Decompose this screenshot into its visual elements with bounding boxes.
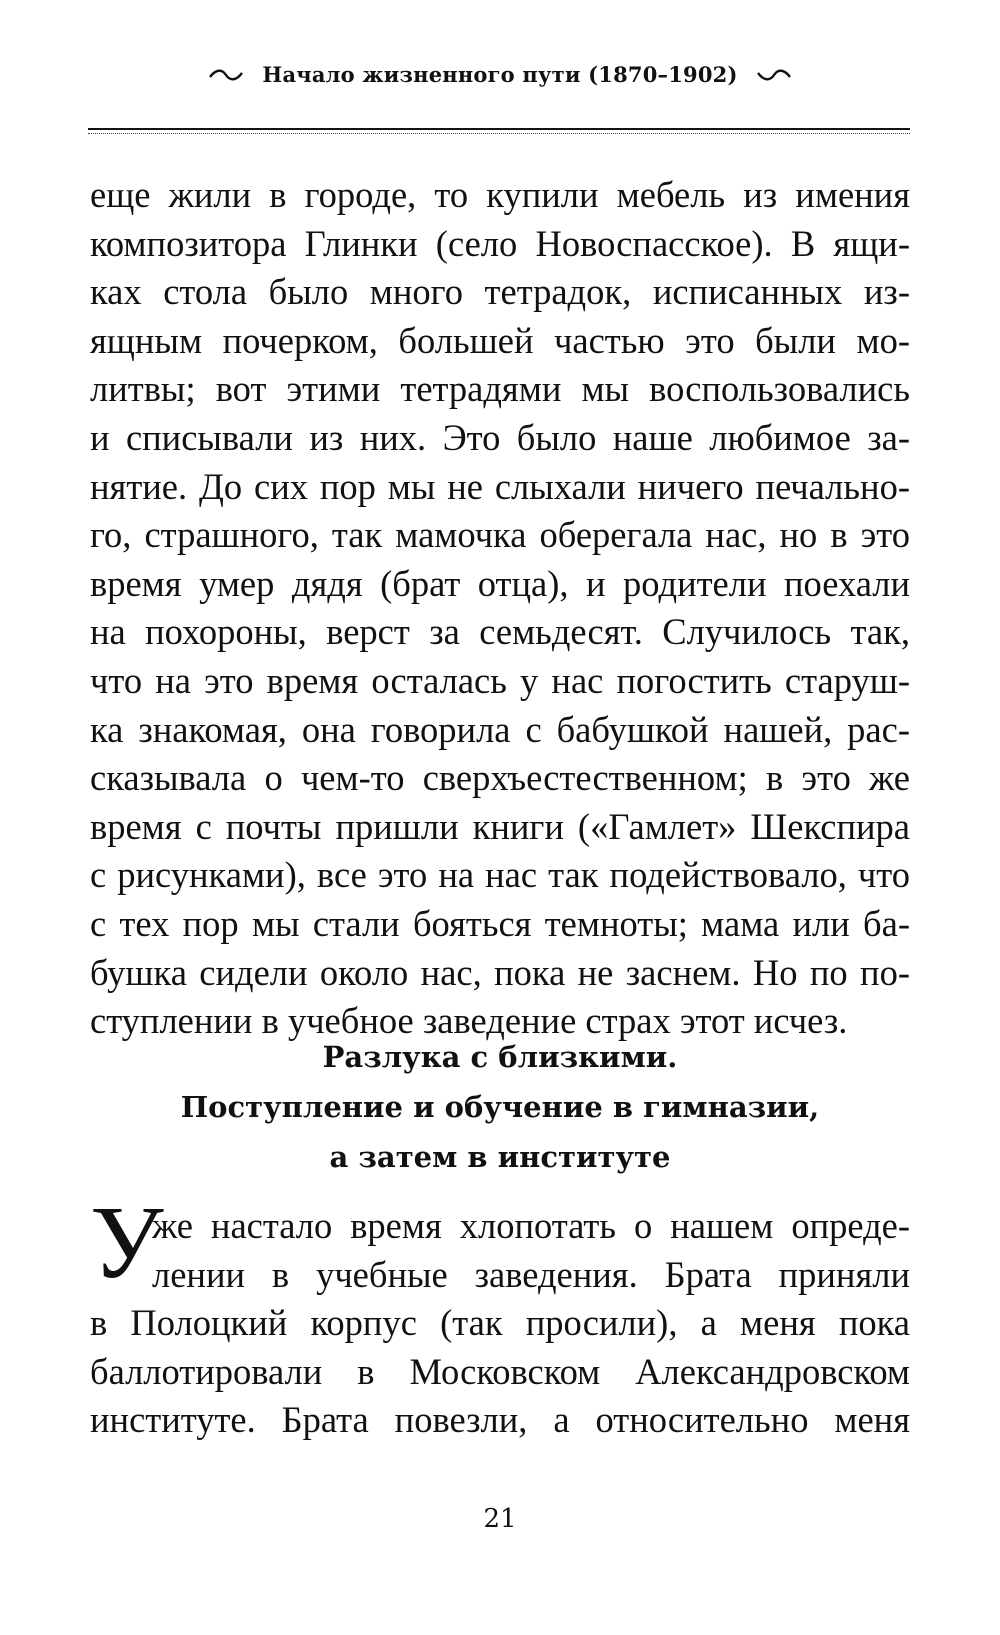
text-line: сказывала о чем-то сверхъестественном; в это же bbox=[90, 757, 910, 799]
text-line: нятие. До сих пор мы не слыхали ничего печально- bbox=[90, 465, 910, 507]
text-line: же настало время хлопотать о нашем опреде- bbox=[152, 1205, 910, 1246]
text-line: го, страшного, так мамочка оберегала нас, но в это bbox=[90, 514, 910, 556]
header-rule bbox=[88, 128, 910, 130]
text-line: баллотировали в Московском Александровском bbox=[90, 1350, 910, 1392]
running-head-title: Начало жизненного пути (1870–1902) bbox=[262, 62, 738, 87]
text-line: что на это время осталась у нас погостить старуш- bbox=[90, 659, 910, 701]
drop-cap: У bbox=[90, 1185, 164, 1300]
text-line: ках стола было много тетрадок, исписанных из- bbox=[90, 271, 910, 313]
text-line: институте. Брата повезли, а относительно меня bbox=[90, 1399, 910, 1441]
paragraph-2 bbox=[90, 1202, 910, 1445]
text-line: ящным почерком, большей частью это были мо- bbox=[90, 319, 910, 361]
text-line: с рисунками), все это на нас так подействовало, что bbox=[90, 854, 910, 896]
paragraph-1 bbox=[90, 171, 910, 1046]
text-line: с тех пор мы стали бояться темноты; мама или ба- bbox=[90, 902, 910, 944]
section-heading bbox=[0, 1032, 1000, 1182]
text-line: бушка сидели около нас, пока не заснем. Но по по- bbox=[90, 951, 910, 993]
text-line: и списывали из них. Это было наше любимое за- bbox=[90, 416, 910, 458]
text-line: время умер дядя (брат отца), и родители поехали bbox=[90, 562, 910, 604]
header-rule-dotted bbox=[88, 133, 910, 134]
page-number: 21 bbox=[483, 1504, 517, 1534]
heading-line: Поступление и обучение в гимназии, bbox=[180, 1090, 820, 1124]
text-line: ка знакомая, она говорила с бабушкой нашей, рас- bbox=[90, 708, 910, 750]
text-line: еще жили в городе, то купили мебель из имения bbox=[90, 174, 910, 215]
text-line: композитора Глинки (село Новоспасское). В ящи- bbox=[90, 222, 910, 264]
running-head bbox=[0, 62, 1000, 87]
text-line: в Полоцкий корпус (так просили), а меня пока bbox=[90, 1302, 910, 1344]
flourish-right-icon bbox=[756, 67, 792, 83]
heading-line: а затем в институте bbox=[329, 1140, 671, 1174]
text-line: на похороны, верст за семьдесят. Случилось так, bbox=[90, 611, 910, 653]
text-line: ступлении в учебное заведение страх этот исчез. bbox=[90, 1000, 848, 1042]
heading-line: Разлука с близкими. bbox=[322, 1040, 678, 1074]
flourish-left-icon bbox=[208, 67, 244, 83]
text-line: литвы; вот этими тетрадями мы воспользовались bbox=[90, 368, 910, 410]
text-line: время с почты пришли книги («Гамлет» Шекспира bbox=[90, 805, 910, 847]
text-line: лении в учебные заведения. Брата приняли bbox=[152, 1253, 910, 1295]
